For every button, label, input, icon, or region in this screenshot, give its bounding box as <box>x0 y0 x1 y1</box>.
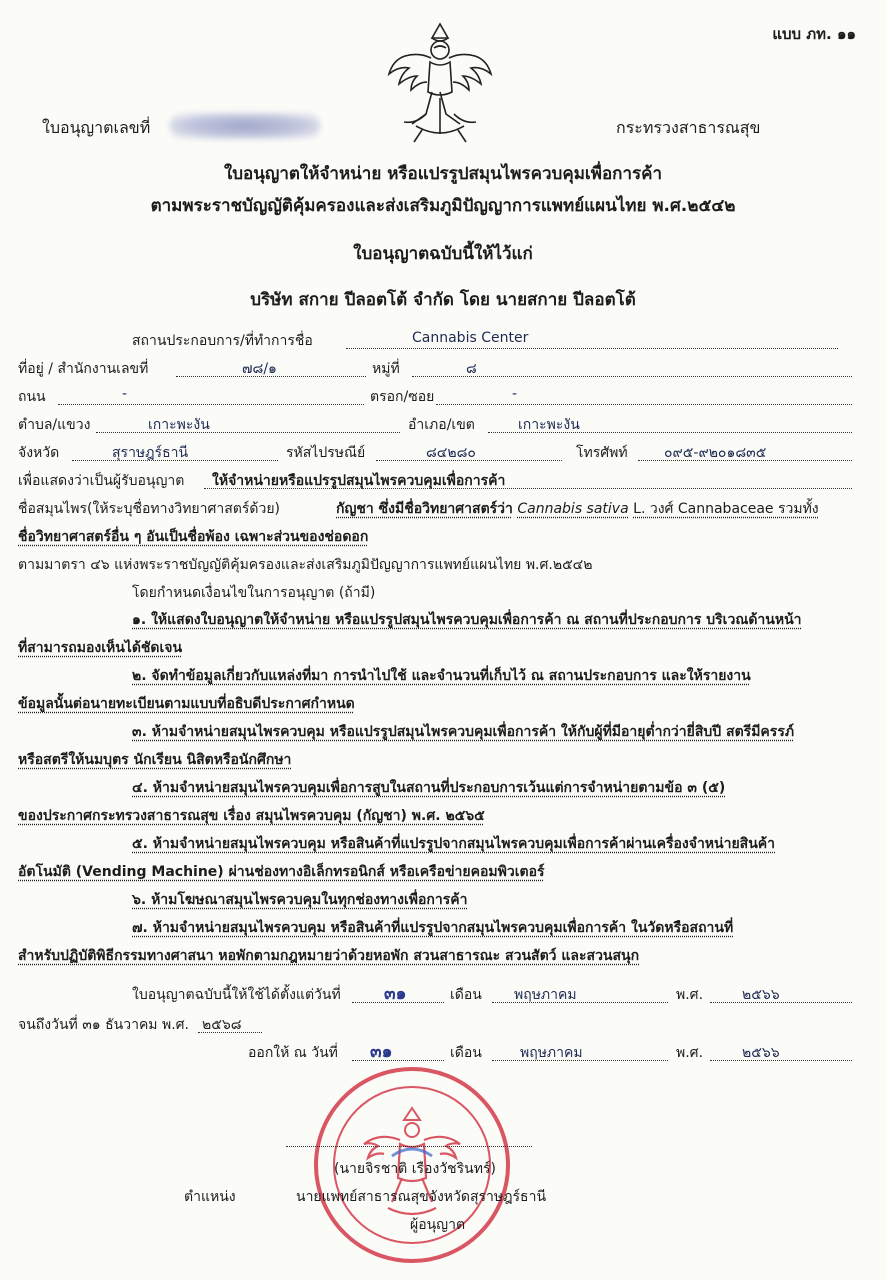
issued-to-heading: ใบอนุญาตฉบับนี้ให้ไว้แก่ <box>353 244 533 264</box>
amphoe-value: เกาะพะงัน <box>518 417 580 433</box>
herb-scientific-name: Cannabis sativa <box>517 501 629 517</box>
soi-value: - <box>512 386 518 402</box>
issued-day: ๓๑ <box>370 1042 393 1062</box>
conditions-intro: โดยกำหนดเงื่อนไขในการอนุญาต (ถ้ามี) <box>132 585 376 601</box>
valid-until-year: ๒๕๖๘ <box>202 1017 242 1033</box>
signer-position: นายแพทย์สาธารณสุขจังหวัดสุราษฎร์ธานี <box>296 1189 547 1205</box>
business-name-value: Cannabis Center <box>412 330 529 346</box>
issued-month-label: เดือน <box>450 1045 482 1061</box>
law-reference: ตามมาตรา ๔๖ แห่งพระราชบัญญัติคุ้มครองและส่งเสริมภูมิปัญญาการแพทย์แผนไทย พ.ศ.๒๕๔๒ <box>18 557 593 573</box>
amphoe-label: อำเภอ/เขต <box>408 417 475 433</box>
postcode-label: รหัสไปรษณีย์ <box>286 445 366 461</box>
valid-from-month: พฤษภาคม <box>514 987 577 1003</box>
garuda-emblem <box>386 18 494 146</box>
road-label: ถนน <box>18 389 46 405</box>
herb-line-2: ชื่อวิทยาศาสตร์อื่น ๆ อันเป็นชื่อพ้อง เฉพาะส่วนของช่อดอก <box>18 529 369 545</box>
title-line-2: ตามพระราชบัญญัติคุ้มครองและส่งเสริมภูมิปัญญาการแพทย์แผนไทย พ.ศ.๒๕๔๒ <box>150 196 736 216</box>
condition-item: ๗. ห้ามจำหน่ายสมุนไพรควบคุม หรือสินค้าที่แปรรูปจากสมุนไพรควบคุมเพื่อการค้า ในวัดหรือสถานที่ สำหรับปฏิบัติพิธีกรรมทางศาสนา หอพักตามกฎหมายว่าด้วยหอพัก สวนสาธารณะ สวนสัตว์ และสวนสนุก <box>18 920 734 964</box>
issued-date-label: ออกให้ ณ วันที่ <box>248 1045 338 1061</box>
soi-label: ตรอก/ซอย <box>370 389 435 405</box>
province-value: สุราษฎร์ธานี <box>112 445 189 461</box>
valid-until-label: จนถึงวันที่ ๓๑ ธันวาคม พ.ศ. <box>18 1017 190 1033</box>
purpose-label: เพื่อแสดงว่าเป็นผู้รับอนุญาต <box>18 473 185 489</box>
licensee-name: บริษัท สกาย ปีลอตโต้ จำกัด โดย นายสกาย ปีลอตโต้ <box>250 290 636 310</box>
moo-value: ๘ <box>466 361 477 377</box>
issued-year-label: พ.ศ. <box>676 1045 704 1061</box>
purpose-value: ให้จำหน่ายหรือแปรรูปสมุนไพรควบคุมเพื่อการค้า <box>212 473 506 489</box>
signer-name: (นายจิรชาติ เรืองวัชรินทร์) <box>334 1161 496 1177</box>
issued-month: พฤษภาคม <box>520 1045 583 1061</box>
valid-from-year: ๒๕๖๖ <box>742 987 780 1003</box>
herb-text-b: L. วงศ์ Cannabaceae รวมทั้ง <box>633 501 819 517</box>
business-name-label: สถานประกอบการ/ที่ทำการชื่อ <box>132 333 313 349</box>
ministry-name: กระทรวงสาธารณสุข <box>616 118 761 137</box>
tambon-label: ตำบล/แขวง <box>18 417 91 433</box>
condition-item: ๑. ให้แสดงใบอนุญาตให้จำหน่าย หรือแปรรูปสมุนไพรควบคุมเพื่อการค้า ณ สถานที่ประกอบการ บริเวณด้านหน้า ที่สามารถมองเห็นได้ชัดเจน <box>18 612 802 656</box>
postcode-value: ๘๔๒๘๐ <box>426 445 476 461</box>
license-number-label: ใบอนุญาตเลขที่ <box>42 118 151 137</box>
condition-item: ๔. ห้ามจำหน่ายสมุนไพรควบคุมเพื่อการสูบในสถานที่ประกอบการเว้นแต่การจำหน่ายตามข้อ ๓ (๕) ของประกาศกระทรวงสาธารณสุข เรื่อง สมุนไพรควบคุม (กัญชา) พ.ศ. ๒๕๖๕ <box>18 780 726 824</box>
condition-item: ๒. จัดทำข้อมูลเกี่ยวกับแหล่งที่มา การนำไปใช้ และจำนวนที่เก็บไว้ ณ สถานประกอบการ และให้รายงาน ข้อมูลนั้นต่อนายทะเบียนตามแบบที่อธิบดีประกาศกำหนด <box>18 668 751 712</box>
valid-from-day: ๓๑ <box>384 984 407 1004</box>
phone-value: ๐๙๕-๙๒๐๑๘๓๕ <box>664 445 767 461</box>
month-label: เดือน <box>450 987 482 1003</box>
valid-from-label: ใบอนุญาตฉบับนี้ให้ใช้ได้ตั้งแต่วันที่ <box>132 987 341 1003</box>
issued-year: ๒๕๖๖ <box>742 1045 780 1061</box>
address-label: ที่อยู่ / สำนักงานเลขที่ <box>18 361 149 377</box>
province-label: จังหวัด <box>18 445 60 461</box>
tambon-value: เกาะพะงัน <box>148 417 210 433</box>
form-code: แบบ ภท. ๑๑ <box>772 25 856 43</box>
road-value: - <box>122 386 128 402</box>
condition-item: ๓. ห้ามจำหน่ายสมุนไพรควบคุม หรือแปรรูปสมุนไพรควบคุมเพื่อการค้า ให้กับผู้ที่มีอายุต่ำกว่ายี่สิบปี สตรีมีครรภ์ หรือสตรีให้นมบุตร นักเรียน นิสิตหรือนักศึกษา <box>18 724 795 768</box>
phone-label: โทรศัพท์ <box>576 445 628 461</box>
signer-role: ผู้อนุญาต <box>410 1217 466 1233</box>
condition-item: ๖. ห้ามโฆษณาสมุนไพรควบคุมในทุกช่องทางเพื่อการค้า <box>132 892 468 908</box>
position-label: ตำแหน่ง <box>184 1189 236 1205</box>
herb-label: ชื่อสมุนไพร(ให้ระบุชื่อทางวิทยาศาสตร์ด้วย) <box>18 501 281 517</box>
herb-text-a: กัญชา ซึ่งมีชื่อวิทยาศาสตร์ว่า <box>336 501 513 517</box>
redacted-license-number <box>170 113 320 139</box>
address-number-value: ๗๘/๑ <box>242 361 277 377</box>
title-line-1: ใบอนุญาตให้จำหน่าย หรือแปรรูปสมุนไพรควบคุมเพื่อการค้า <box>223 164 663 184</box>
year-label: พ.ศ. <box>676 987 704 1003</box>
moo-label: หมู่ที่ <box>372 361 400 377</box>
herb-description <box>336 498 819 520</box>
condition-item: ๕. ห้ามจำหน่ายสมุนไพรควบคุม หรือสินค้าที่แปรรูปจากสมุนไพรควบคุมเพื่อการค้าผ่านเครื่องจำหน่ายสินค้า อัตโนมัติ (Vending Machine) ผ่านช่องทางอิเล็กทรอนิกส์ หรือเครือข่ายคอมพิวเตอร์ <box>18 836 776 880</box>
